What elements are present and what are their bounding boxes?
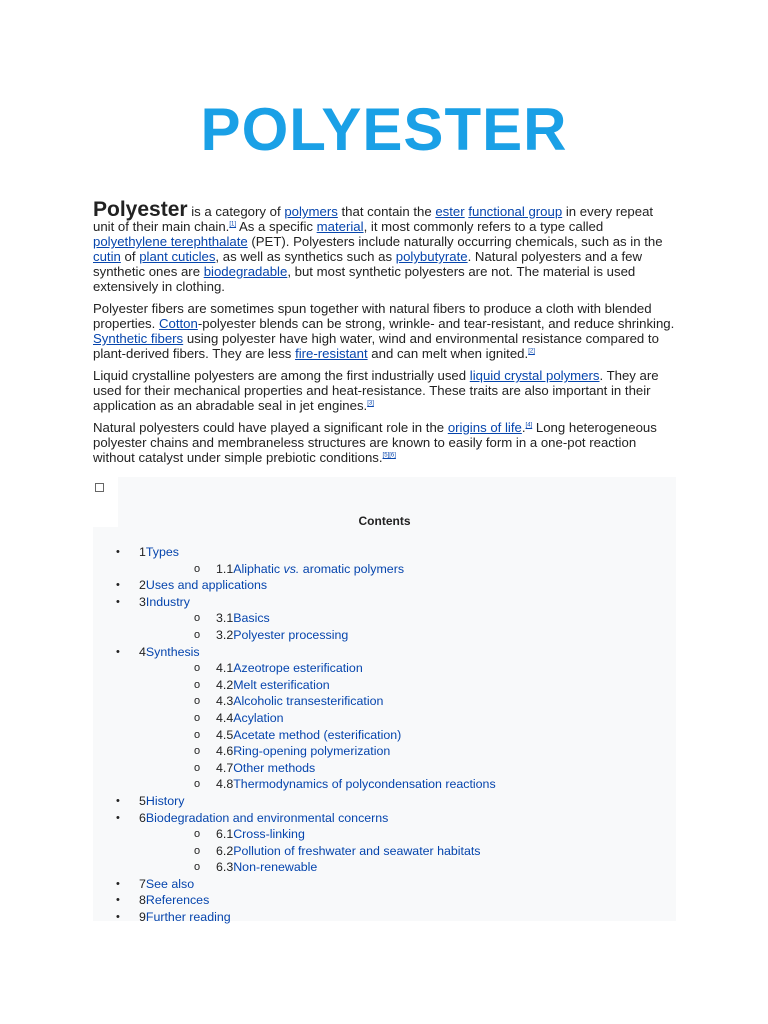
circle-bullet-icon: o: [194, 678, 201, 691]
paragraph-1: [93, 198, 678, 294]
page-title: POLYESTER: [200, 96, 568, 163]
toc-number: 4.3: [216, 694, 234, 709]
toc-link[interactable]: Types: [145, 545, 179, 559]
article-text: Natural polyesters could have played a significant role in the: [93, 420, 448, 435]
toc-link[interactable]: Other methods: [233, 760, 316, 775]
toc-link-emphasis: vs.: [283, 561, 300, 576]
toc-number: 9: [139, 910, 146, 925]
toc-item: [93, 843, 676, 860]
toc-link[interactable]: Uses and applications: [145, 578, 268, 593]
toc-item-label: [139, 644, 200, 661]
circle-bullet-icon: o: [194, 844, 201, 857]
toc-link[interactable]: Non-renewable: [233, 860, 318, 875]
toc-link[interactable]: Basics: [233, 611, 270, 626]
toc-link[interactable]: Alcoholic transesterification: [233, 694, 384, 709]
article-link[interactable]: plant cuticles: [139, 249, 216, 264]
toc-link[interactable]: Industry: [145, 594, 190, 609]
toc-number: 8: [139, 893, 146, 908]
circle-bullet-icon: o: [194, 728, 201, 741]
paragraph-4: [93, 420, 678, 465]
toc-link-text: aromatic polymers: [299, 561, 405, 576]
toc-item: [93, 677, 676, 694]
toc-item: [93, 644, 676, 661]
article-text: is a category of: [187, 204, 285, 219]
toc-link[interactable]: Ring-opening polymerization: [233, 744, 391, 759]
bullet-icon: •: [116, 595, 120, 608]
toc-link[interactable]: Thermodynamics of polycondensation reactions: [233, 777, 496, 792]
toc-item-label: [216, 561, 404, 578]
toc-item: [93, 610, 676, 627]
article-link[interactable]: cutin: [93, 249, 121, 264]
toc-number: 2: [139, 578, 146, 593]
article-link[interactable]: polyethylene terephthalate: [93, 234, 248, 249]
toc-item-label: [216, 843, 481, 860]
toc-item-label: [216, 710, 284, 727]
toc-number: 6.2: [216, 843, 234, 858]
article-link[interactable]: polymers: [284, 204, 338, 219]
circle-bullet-icon: o: [194, 628, 201, 641]
bullet-icon: •: [116, 794, 120, 807]
toc-item: [93, 594, 676, 611]
toc-number: 1: [139, 545, 146, 559]
toc-number: 3.2: [216, 627, 234, 642]
toc-item-label: [139, 793, 184, 810]
article-text: of: [120, 249, 140, 264]
toc-item: [93, 859, 676, 876]
article-text: , it most commonly refers to a type called: [363, 219, 604, 234]
reference-mark[interactable]: [3]: [367, 400, 374, 407]
toc-link[interactable]: History: [145, 793, 185, 808]
toc-number: 4.5: [216, 727, 234, 742]
circle-bullet-icon: o: [194, 562, 201, 575]
article-link[interactable]: biodegradable: [203, 264, 288, 279]
toc-item: [93, 826, 676, 843]
toc-item: [93, 544, 676, 561]
article-text: . Natural polyesters and a few synthetic ones are: [93, 249, 643, 279]
toc-item: [93, 892, 676, 909]
toc-item-label: [216, 693, 383, 710]
toc-item-label: [216, 627, 348, 644]
toc-item-label: [216, 826, 305, 843]
article-text: , but most synthetic polyesters are not. The material is used extensively in clothing.: [93, 264, 636, 294]
article-text: Liquid crystalline polyesters are among the first industrially used: [93, 368, 470, 383]
article-link[interactable]: functional group: [468, 204, 563, 219]
toc-number: 3.1: [216, 611, 234, 626]
toc-item: [93, 909, 676, 926]
toc-link[interactable]: Melt esterification: [233, 677, 330, 692]
article-text: , as well as synthetics such as: [215, 249, 396, 264]
toc-link[interactable]: Biodegradation and environmental concerns: [145, 810, 389, 825]
toc-item-label: [216, 727, 401, 744]
circle-bullet-icon: o: [194, 695, 201, 708]
toc-item-label: [139, 594, 190, 611]
circle-bullet-icon: o: [194, 745, 201, 758]
toc-link[interactable]: Pollution of freshwater and seawater habitats: [233, 843, 481, 858]
toc-item: [93, 793, 676, 810]
table-of-contents: [93, 477, 676, 925]
toc-link[interactable]: Acylation: [233, 710, 284, 725]
toc-link[interactable]: Cross-linking: [233, 827, 305, 842]
toc-number: 4.6: [216, 744, 234, 759]
bullet-icon: •: [116, 579, 120, 592]
article-link[interactable]: ester: [435, 204, 465, 219]
toc-number: 4.7: [216, 760, 234, 775]
article-text: As a specific: [236, 219, 317, 234]
circle-bullet-icon: o: [194, 711, 201, 724]
paragraph-3: [93, 368, 678, 413]
toc-item: [93, 577, 676, 594]
bullet-icon: •: [116, 894, 120, 907]
toc-toggle-checkbox[interactable]: [95, 483, 104, 492]
toc-link[interactable]: Synthesis: [145, 644, 200, 659]
toc-item: [93, 727, 676, 744]
toc-item: [93, 760, 676, 777]
toc-item-label: [139, 876, 194, 893]
article-link[interactable]: Cotton: [158, 316, 198, 331]
toc-number: 6.3: [216, 860, 234, 875]
article-link[interactable]: Synthetic fibers: [93, 331, 184, 346]
toc-link[interactable]: [233, 562, 404, 576]
toc-item-label: [216, 660, 363, 677]
toc-link[interactable]: Azeotrope esterification: [233, 661, 363, 676]
toc-item: [93, 627, 676, 644]
toc-number: 4.1: [216, 661, 234, 676]
toc-item-label: [216, 760, 315, 777]
toc-item: [93, 743, 676, 760]
bullet-icon: •: [116, 911, 120, 924]
article-text: -polyester blends can be strong, wrinkle- and tear-resistant, and reduce shrinking.: [197, 316, 675, 331]
circle-bullet-icon: o: [194, 861, 201, 874]
toc-link[interactable]: Acetate method (esterification): [233, 727, 402, 742]
article-text: . They are used for their mechanical properties and heat-resistance. These traits are also important in their application as an abradable seal in jet engines.: [93, 368, 659, 413]
toc-item: [93, 710, 676, 727]
toc-title: Contents: [358, 514, 411, 528]
toc-item-label: [216, 677, 330, 694]
article-link[interactable]: polybutyrate: [395, 249, 468, 264]
toc-item-label: [139, 892, 209, 909]
toc-number: 4.8: [216, 777, 234, 792]
toc-item: [93, 561, 676, 578]
article-link[interactable]: material: [316, 219, 364, 234]
lead-term: Polyester: [93, 198, 188, 221]
toc-number: 4.2: [216, 677, 234, 692]
toc-number: 6: [139, 810, 146, 825]
toc-item-label: [139, 577, 267, 594]
circle-bullet-icon: o: [194, 612, 201, 625]
toc-number: 1.1: [216, 561, 234, 576]
circle-bullet-icon: o: [194, 761, 201, 774]
toc-link[interactable]: Further reading: [145, 910, 231, 925]
circle-bullet-icon: o: [194, 828, 201, 841]
article-link[interactable]: origins of life: [447, 420, 522, 435]
toc-number: 7: [139, 876, 146, 891]
article-text: Polyester fibers are sometimes spun together with natural fibers to produce a cloth with blended properties.: [93, 301, 652, 331]
toc-item: [93, 876, 676, 893]
bullet-icon: •: [116, 645, 120, 658]
toc-item-label: [139, 810, 388, 827]
toc-item: [93, 693, 676, 710]
bullet-icon: •: [116, 546, 120, 558]
toc-item: [93, 660, 676, 677]
paragraph-2: [93, 301, 678, 361]
toc-item: [93, 776, 676, 793]
reference-mark[interactable]: [4]: [525, 422, 533, 429]
toc-item: [93, 810, 676, 827]
toc-link[interactable]: See also: [145, 876, 195, 891]
article-text: (PET). Polyesters include naturally occurring chemicals, such as in the: [247, 234, 663, 249]
article-text: using polyester have high water, wind and environmental resistance compared to plant-derived fibers. They are less: [93, 331, 659, 361]
reference-mark[interactable]: [1]: [229, 221, 237, 228]
toc-number: 3: [139, 594, 146, 609]
toc-link-text: Aliphatic: [233, 561, 284, 576]
toc-number: 6.1: [216, 827, 234, 842]
toc-item-label: [216, 859, 317, 876]
bullet-icon: •: [116, 811, 120, 824]
toc-item-label: [216, 610, 270, 627]
bullet-icon: •: [116, 877, 120, 890]
toc-number: 5: [139, 793, 146, 808]
article-text: .: [521, 420, 526, 435]
toc-item-label: [139, 544, 179, 561]
circle-bullet-icon: o: [194, 778, 201, 791]
article-text: and can melt when ignited.: [367, 346, 529, 361]
toc-number: 4.4: [216, 710, 234, 725]
article-text: Long heterogeneous polyester chains and membraneless structures are known to easily form in a one-pot reaction without catalyst under simple prebiotic conditions.: [93, 420, 657, 465]
toc-item-label: [139, 909, 231, 926]
article-body: [93, 198, 678, 472]
article-link[interactable]: liquid crystal polymers: [469, 368, 600, 383]
toc-link[interactable]: References: [145, 893, 210, 908]
toc-link[interactable]: Polyester processing: [233, 627, 349, 642]
article-link[interactable]: fire-resistant: [295, 346, 368, 361]
article-text: that contain the: [337, 204, 436, 219]
toc-list: [93, 544, 676, 926]
reference-mark[interactable]: [5][6]: [382, 452, 396, 459]
article-text: in every repeat unit of their main chain.: [93, 204, 654, 234]
circle-bullet-icon: o: [194, 662, 201, 675]
toc-number: 4: [139, 644, 146, 659]
toc-item-label: [216, 743, 390, 760]
toc-item-label: [216, 776, 496, 793]
reference-mark[interactable]: [2]: [528, 348, 535, 355]
